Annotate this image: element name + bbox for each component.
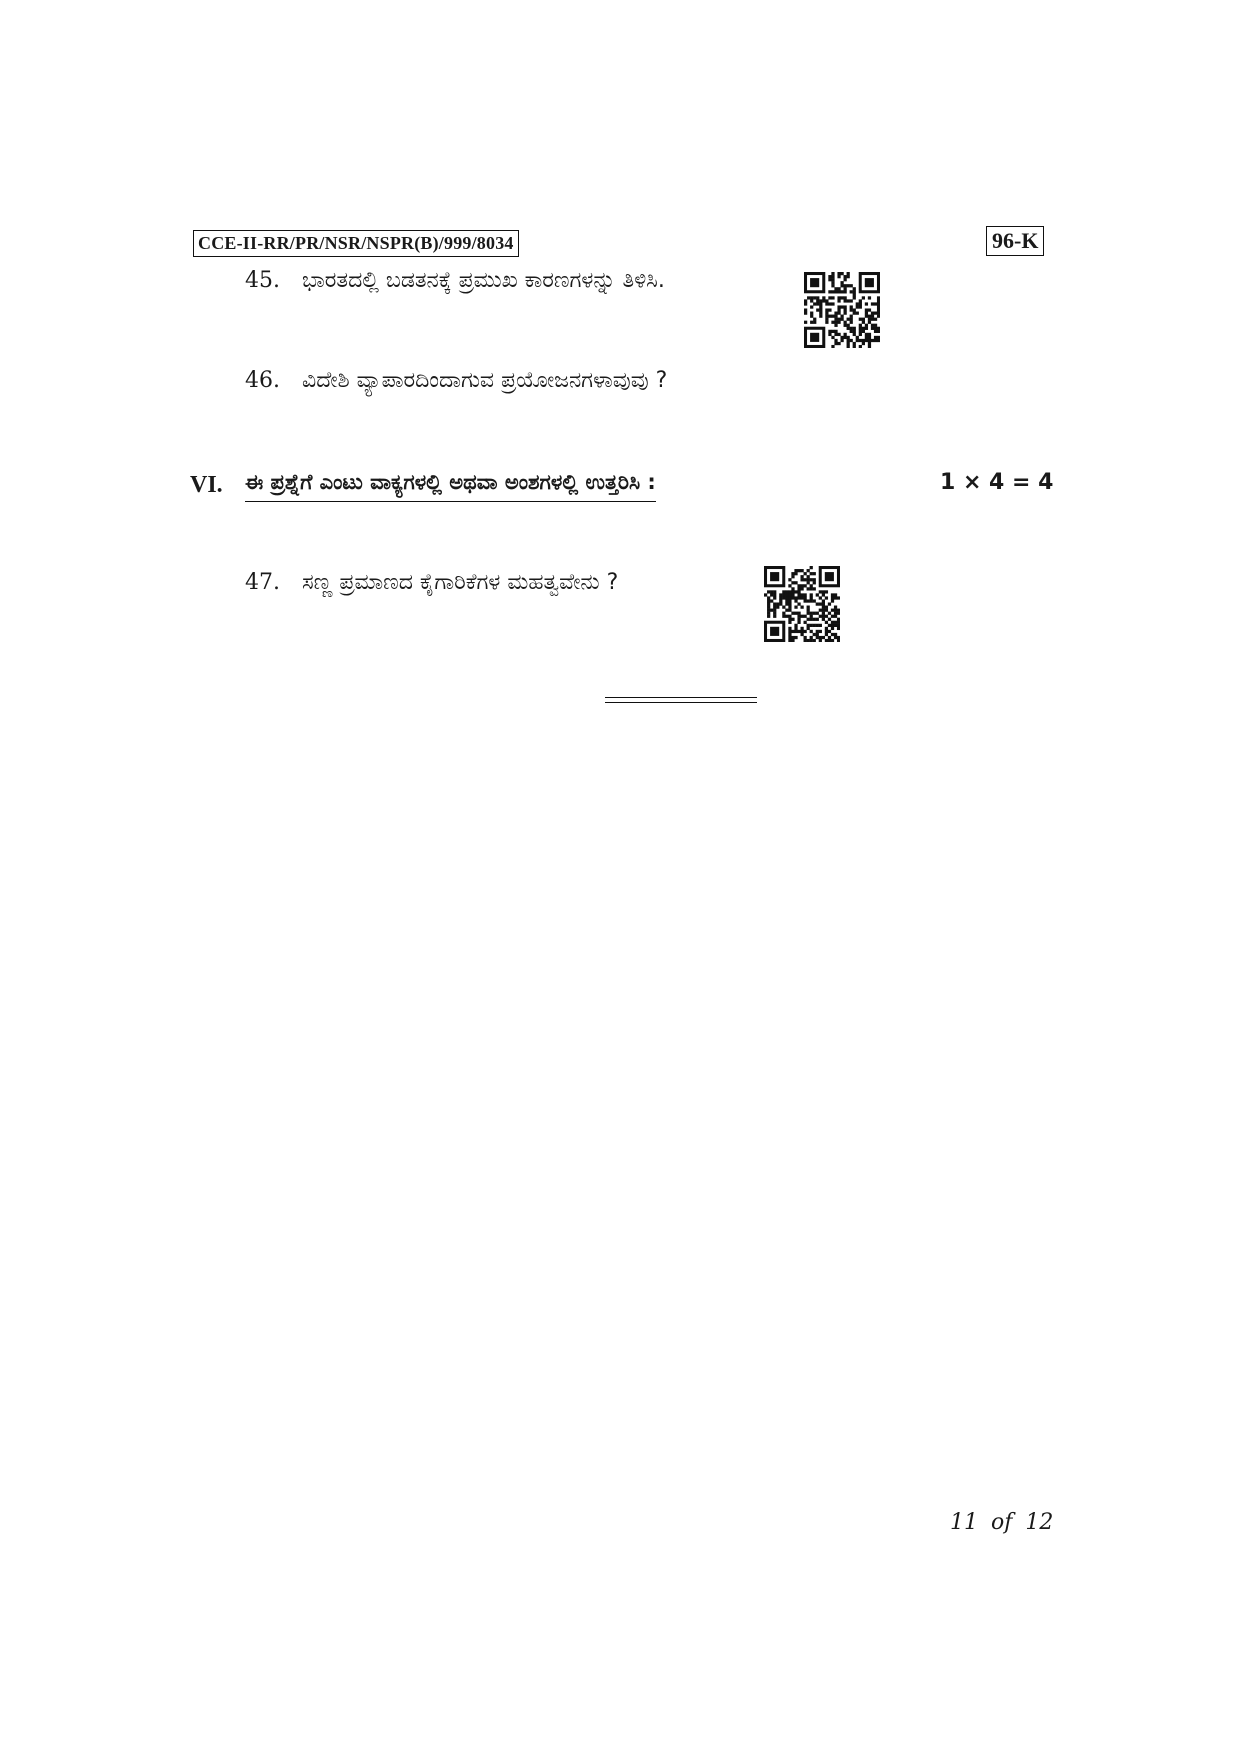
question-text: ಸಣ್ಣ ಪ್ರಮಾಣದ ಕೈಗಾರಿಕೆಗಳ ಮಹತ್ವವೇನು ? [302,570,619,595]
section-marks: 1 × 4 = 4 [940,470,1054,495]
question-number: 47. [245,570,280,595]
section-instruction: ಈ ಪ್ರಶ್ನೆಗೆ ಎಂಟು ವಾಕ್ಯಗಳಲ್ಲಿ ಅಥವಾ ಅಂಶಗಳಲ್ಲಿ ಉತ್ತರಿಸಿ : [245,470,656,502]
question-number: 46. [245,368,280,393]
paper-code: CCE-II-RR/PR/NSR/NSPR(B)/999/8034 [193,230,519,257]
question-text: ಭಾರತದಲ್ಲಿ ಬಡತನಕ್ಕೆ ಪ್ರಮುಖ ಕಾರಣಗಳನ್ನು ತಿಳಿಸಿ. [302,268,665,293]
page-number: 11 of 12 [950,1510,1054,1535]
question-number: 45. [245,268,280,293]
section-number: VI. [190,472,223,498]
qr-code [804,272,880,348]
qr-code [764,566,840,642]
question-text: ವಿದೇಶಿ ವ್ಯಾಪಾರದಿಂದಾಗುವ ಪ್ರಯೋಜನಗಳಾವುವು ? [302,368,668,393]
end-rule [605,697,757,703]
version-code: 96-K [986,226,1044,256]
